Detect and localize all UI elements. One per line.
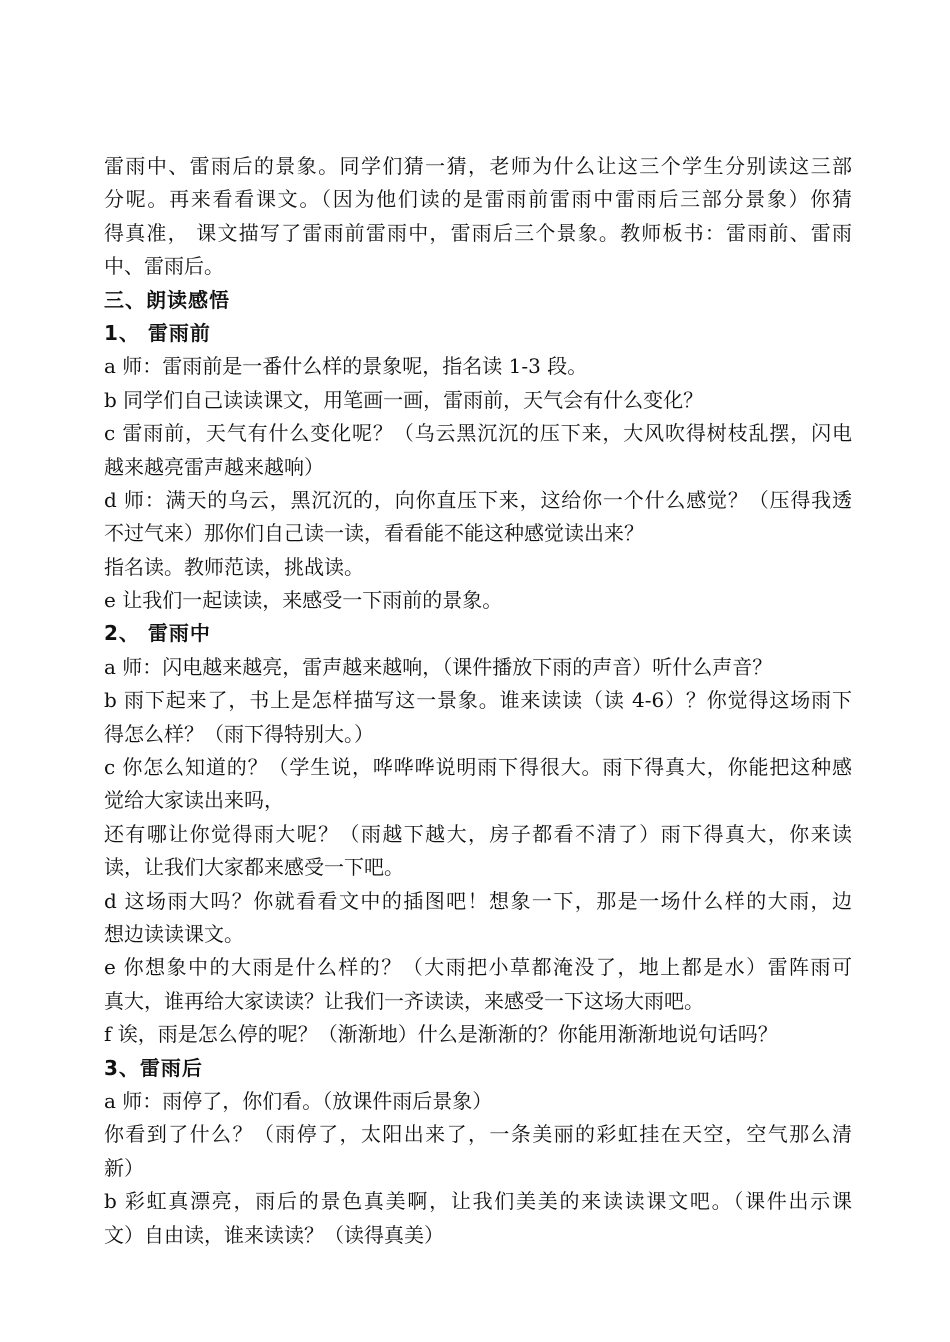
paragraph-line: c 你怎么知道的？（学生说，哗哗哗说明雨下得很大。雨下得真大，你能把这种感 [104,755,852,780]
paragraph-line: 分呢。再来看看课文。（因为他们读的是雷雨前雷雨中雷雨后三部分景象）你猜 [104,187,852,212]
section-heading: 三、朗读感悟 [104,287,230,312]
paragraph-line: a 师：雨停了，你们看。（放课件雨后景象） [104,1088,493,1113]
paragraph-line: 得怎么样？（雨下得特别大。） [104,721,374,746]
paragraph-line: 觉给大家读出来吗， [104,788,284,813]
section-heading: 2、 雷雨中 [104,621,211,646]
paragraph-line: 读，让我们大家都来感受一下吧。 [104,855,404,880]
paragraph-line: 得真准， 课文描写了雷雨前雷雨中，雷雨后三个景象。教师板书：雷雨前、雷雨 [104,220,852,245]
paragraph-line: b 雨下起来了，书上是怎样描写这一景象。谁来读读（读 4-6）？你觉得这场雨下 [104,688,852,713]
paragraph-line: 新） [104,1155,144,1180]
paragraph-line: 文）自由读，谁来读读？（读得真美） [104,1222,444,1247]
paragraph-line: 你看到了什么？（雨停了，太阳出来了，一条美丽的彩虹挂在天空，空气那么清 [104,1122,852,1147]
paragraph-line: c 雷雨前，天气有什么变化呢？（乌云黑沉沉的压下来，大风吹得树枝乱摆，闪电 [104,421,852,446]
paragraph-line: 雷雨中、雷雨后的景象。同学们猜一猜，老师为什么让这三个学生分别读这三部 [104,154,852,178]
document-body [104,150,852,1252]
section-heading: 3、雷雨后 [104,1055,203,1080]
paragraph-line: 真大，谁再给大家读读？让我们一齐读读，来感受一下这场大雨吧。 [104,988,704,1013]
paragraph-line: 不过气来）那你们自己读一读，看看能不能这种感觉读出来？ [104,521,644,546]
paragraph-line: e 你想象中的大雨是什么样的？（大雨把小草都淹没了，地上都是水）雷阵雨可 [104,955,852,980]
paragraph-line: a 师：闪电越来越亮，雷声越来越响，（课件播放下雨的声音）听什么声音？ [104,654,773,679]
paragraph-line: d 这场雨大吗？你就看看文中的插图吧！想象一下，那是一场什么样的大雨，边 [104,888,852,913]
paragraph-line: 越来越亮雷声越来越响） [104,454,324,479]
paragraph-line: d 师：满天的乌云，黑沉沉的，向你直压下来，这给你一个什么感觉？（压得我透 [104,487,852,512]
paragraph-line: a 师：雷雨前是一番什么样的景象呢，指名读 1-3 段。 [104,354,588,379]
paragraph-line: e 让我们一起读读，来感受一下雨前的景象。 [104,588,503,613]
paragraph-line: b 同学们自己读读课文，用笔画一画，雷雨前，天气会有什么变化？ [104,387,704,412]
paragraph-line: 还有哪让你觉得雨大呢？（雨越下越大，房子都看不清了）雨下得真大，你来读 [104,821,852,846]
paragraph-line: 想边读读课文。 [104,921,244,946]
paragraph-line: 中、雷雨后。 [104,254,224,279]
section-heading: 1、 雷雨前 [104,320,211,345]
paragraph-line: f 诶，雨是怎么停的呢？（渐渐地）什么是渐渐的？你能用渐渐地说句话吗？ [104,1022,778,1047]
paragraph-line: 指名读。教师范读，挑战读。 [104,554,364,579]
paragraph-line: b 彩虹真漂亮，雨后的景色真美啊，让我们美美的来读读课文吧。（课件出示课 [104,1189,852,1214]
